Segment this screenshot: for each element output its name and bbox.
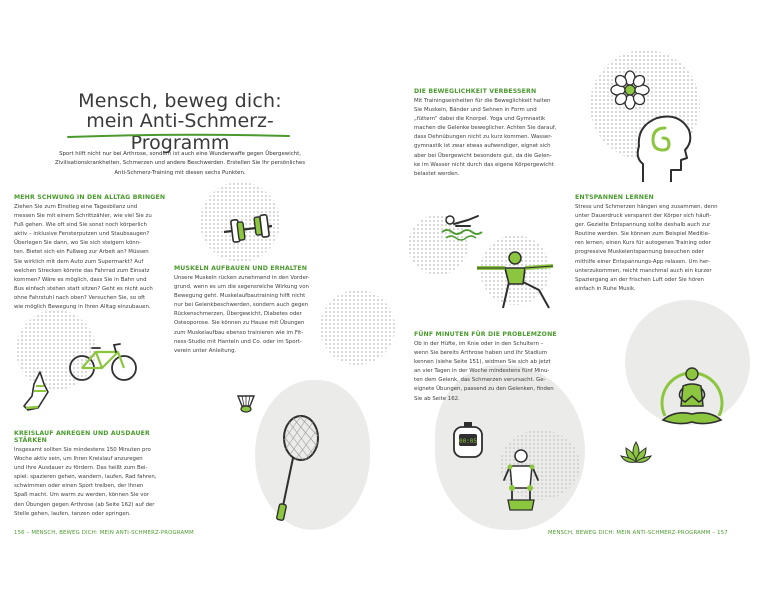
text-line: gymnastik ist zwar etwas aufwendiger, eignet sich <box>414 143 551 150</box>
intro-text <box>20 150 340 178</box>
section-heading: KREISLAUF ANREGEN UND AUSDAUER STÄRKEN <box>14 430 150 444</box>
stopwatch-icon <box>450 420 486 460</box>
section-body <box>414 97 579 179</box>
footer-right: MENSCH, BEWEG DICH: MEIN ANTI-SCHMERZ-PROGRAMM – 157 <box>548 530 728 536</box>
text-line: ke im Wasser nicht durch das eigene Körpergewicht <box>414 161 554 168</box>
text-line: Routine werden. Sie können zum Beispiel Meditie- <box>575 231 710 238</box>
text-line: ten dem Gelenk, das Schmerzen verursacht. Ge- <box>414 377 546 384</box>
section-body <box>414 340 579 404</box>
intro-line: Anti-Schmerz-Training mit diesen sechs Punkten. <box>114 169 246 176</box>
text-line: ten. Bietet sich ein Fußweg zur Arbeit an? Müssen <box>14 249 149 256</box>
section-heading: MUSKELN AUFBAUEN UND ERHALTEN <box>174 265 308 272</box>
text-line: und Ihre Ausdauer zu fördern. Das heißt zum Bei- <box>14 465 148 472</box>
text-line: wie möglich Bewegung in Ihren Alltag einzubauen. <box>14 304 151 311</box>
lotus-icon <box>620 440 652 466</box>
badminton-racket-icon <box>265 412 325 524</box>
flower-icon <box>610 70 650 110</box>
running-shoe-icon <box>20 370 58 412</box>
text-line: welchen Strecken könnte das Fahrrad zum Einsatz <box>14 267 150 274</box>
text-line: ohne Fahrstuhl nach oben? Versuchen Sie, so oft <box>14 294 146 301</box>
section-alltag <box>14 194 174 312</box>
text-line: Bewegung geht. Muskelaufbautraining hilft nicht <box>174 293 306 300</box>
section-heading: MEHR SCHWUNG IN DEN ALLTAG BRINGEN <box>14 194 166 201</box>
bicycle-icon <box>68 340 138 384</box>
text-line: Woche aktiv sein, um Ihren Kreislauf anzuregen <box>14 456 143 463</box>
text-line: Rückenschmerzen, Übergewicht, Diabetes oder <box>174 311 302 318</box>
section-problemzone <box>414 331 579 404</box>
section-muskeln <box>174 265 334 356</box>
text-line: zum Muskelaufbau ebenso trainieren wie im Fit- <box>174 329 304 336</box>
body-joints-icon <box>500 448 542 514</box>
text-line: progressive Muskelentspannung besuchen oder <box>575 249 704 256</box>
section-body <box>575 203 745 294</box>
text-line: nur bei Gelenkbeschwerden, sondern auch gegen <box>174 302 309 309</box>
text-line: einfach in Ruhe Musik. <box>575 285 636 292</box>
text-line: unterzukommen, reicht manchmal auch ein kurzer <box>575 267 712 274</box>
section-heading: DIE BEWEGLICHKEIT VERBESSERN <box>414 88 537 95</box>
text-line: Bus einfach stehen statt sitzen? Geht es nicht auch <box>14 285 153 292</box>
page-title-line1: Mensch, beweg dich: <box>78 90 282 112</box>
title-underline <box>66 132 291 140</box>
text-line: Sie wirklich mit dem Auto zum Supermarkt? Auf <box>14 258 144 265</box>
text-line: kommen? Wäre es möglich, dass Sie in Bahn und <box>14 276 147 283</box>
text-line: Überlegen Sie dann, wo Sie sich steigern könn- <box>14 240 142 247</box>
text-line: Insgesamt sollten Sie mindestens 150 Minuten pro <box>14 447 151 453</box>
intro-line: Zivilisationskrankheiten, Schmerzen und andere Beschwerden. Erstellen Sie Ihr persönliches <box>54 160 306 167</box>
dumbbell-icon <box>218 210 278 250</box>
section-body <box>14 203 174 312</box>
text-line: aber bei Übergewicht besonders gut, da die Gelen- <box>414 152 552 159</box>
section-heading: ENTSPANNEN LERNEN <box>575 194 654 201</box>
text-line: unter Dauerdruck verspannt der Körper sich häufi- <box>575 213 712 220</box>
footer-left: 156 – MENSCH, BEWEG DICH: MEIN ANTI-SCHMERZ-PROGRAMM <box>14 530 194 536</box>
text-line: an vier Tagen in der Woche mindestens fünf Minu- <box>414 368 550 375</box>
text-line: ger. Gezielte Entspannung sollte deshalb auch zur <box>575 222 711 229</box>
text-line: Ob in der Hüfte, im Knie oder in den Schultern – <box>414 341 544 347</box>
text-line: Unsere Muskeln rücken zunehmend in den Vorder- <box>174 275 310 281</box>
text-line: aktiv – inklusive Fensterputzen und Staubsaugen? <box>14 231 150 238</box>
text-line: den Übungen gegen Arthrose (ab Seite 162) auf der <box>14 501 155 508</box>
section-entspannen <box>575 194 745 294</box>
meditation-icon <box>655 360 729 436</box>
text-line: messen Sie mit einem Schrittzähler, wie viel Sie zu <box>14 213 152 220</box>
swimmer-icon <box>440 212 484 240</box>
text-line: grund, wenn es um die segensreiche Wirkung von <box>174 284 309 291</box>
text-line: spiel: spazieren gehen, wandern, laufen, Rad fahren, <box>14 474 157 481</box>
text-line: Stress und Schmerzen hängen eng zusammen, denn <box>575 204 718 210</box>
text-line: Osteoporose. Sie können zu Hause mit Übungen <box>174 320 305 327</box>
section-body <box>174 274 334 356</box>
text-line: Stelle gehen, laufen, tanzen oder springen. <box>14 510 131 517</box>
text-line: Mit Trainingseinheiten für die Beweglichkeit halten <box>414 98 551 104</box>
text-line: Fuß gehen. Wie oft sind Sie sonst noch körperlich <box>14 222 147 229</box>
section-body <box>14 446 179 519</box>
text-line: Ziehen Sie zum Einstieg eine Tagesbilanz und <box>14 204 138 210</box>
text-line: Spaziergang an der frischen Luft oder Sie hören <box>575 276 704 283</box>
text-line: schwimmen oder einen Sport treiben, der Ihnen <box>14 483 144 490</box>
text-line: mithilfe einer Entspannungs-App relaxen. Um her- <box>575 258 710 265</box>
text-line: Sie ab Seite 162. <box>414 395 460 402</box>
page-title-line2: mein Anti-Schmerz-Programm <box>86 110 274 154</box>
head-profile-icon <box>635 112 695 184</box>
stopwatch-display: 00:05 <box>458 438 478 445</box>
intro-line: Sport hilft nicht nur bei Arthrose, sondern ist auch eine Wunderwaffe gegen Übergewicht, <box>59 151 301 157</box>
text-line: machen die Gelenke beweglicher. Achten Sie darauf, <box>414 125 557 132</box>
section-kreislauf <box>14 430 179 519</box>
text-line: dass Dehnübungen nicht zu kurz kommen. Wasser- <box>414 134 553 141</box>
text-line: Spaß macht. Um warm zu werden, können Sie vor <box>14 492 149 499</box>
yoga-pose-icon <box>475 250 555 310</box>
text-line: ness-Studio mit Hanteln und Co. oder im Sport- <box>174 338 302 345</box>
text-line: belastet werden. <box>414 170 460 177</box>
shuttlecock-icon <box>232 392 264 418</box>
text-line: kennen (siehe Seite 151), widmen Sie sich ab jetzt <box>414 359 551 366</box>
section-beweglichkeit <box>414 88 579 179</box>
text-line: verein unter Anleitung. <box>174 347 237 354</box>
text-line: wenn Sie bereits Arthrose haben und Ihr Stadium <box>414 350 548 357</box>
text-line: ren lernen, einen Kurs für autogenes Training oder <box>575 240 711 247</box>
section-heading: FÜNF MINUTEN FÜR DIE PROBLEMZONE <box>414 331 557 338</box>
text-line: „füttern“ dabei die Knorpel. Yoga und Gymnastik <box>414 116 546 123</box>
text-line: eignete Übungen, passend zu den Gelenken, finden <box>414 386 554 393</box>
text-line: Sie Muskeln, Bänder und Sehnen in Form und <box>414 107 537 114</box>
